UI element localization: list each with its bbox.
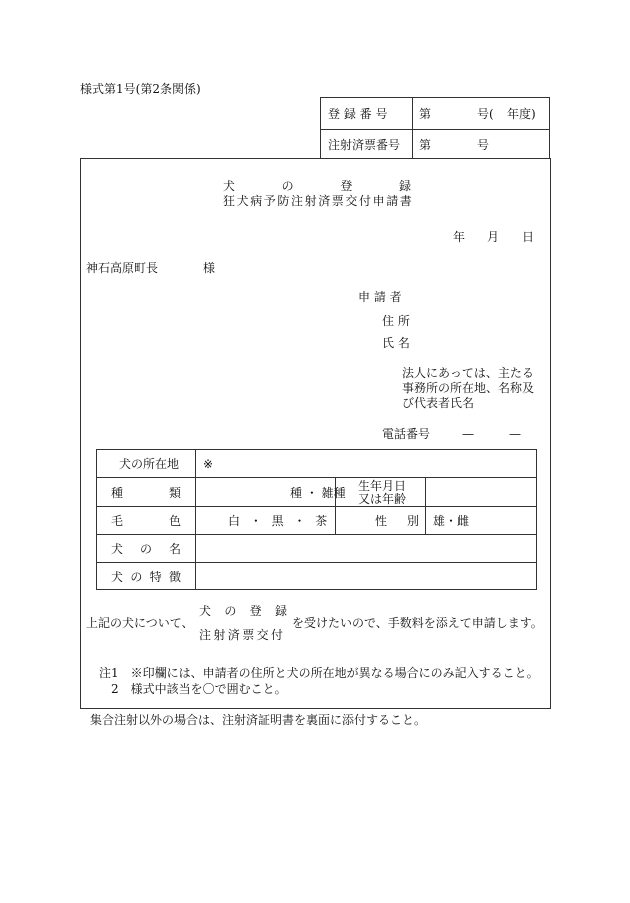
corporation-note — [402, 366, 534, 411]
birth-label: 生年月日 又は年齢 — [357, 479, 406, 506]
title-char: 録 — [398, 179, 411, 193]
date-month-label: 月 — [487, 230, 500, 244]
phone-dash: — — [509, 427, 521, 441]
dog-location-mark: ※ — [203, 457, 214, 471]
corporation-note-line: び代表者氏名 — [402, 396, 475, 410]
dog-info-table — [96, 449, 537, 590]
injection-number-suffix: 号 — [477, 138, 490, 152]
coat-label: 毛 色 — [111, 514, 181, 528]
injection-number-label: 注射済票番号 — [328, 138, 401, 152]
note-1: 注1 ※印欄には、申請者の住所と犬の所在地が異なる場合にのみ記入すること。 — [99, 666, 539, 680]
phone-label: 電話番号 — [382, 427, 431, 441]
title-char: の — [281, 179, 294, 193]
dog-location-label: 犬の所在地 — [119, 457, 180, 471]
form-number: 様式第1号(第2条関係) — [80, 82, 201, 96]
applicant-name-label: 氏 名 — [382, 336, 410, 350]
note-2: 2 様式中該当を〇で囲むこと。 — [99, 682, 287, 696]
footer-note: 集合注射以外の場合は、注射済証明書を裏面に添付すること。 — [90, 713, 427, 727]
registration-number-row — [321, 98, 549, 130]
registration-year-suffix: 年度) — [507, 107, 536, 121]
injection-number-row — [321, 129, 549, 160]
title-char: 犬 — [223, 179, 236, 193]
date-day-label: 日 — [522, 230, 535, 244]
sex-value: 雄・雌 — [433, 514, 470, 528]
registration-number-table — [320, 97, 550, 159]
title-line-2: 狂犬病予防注射済票交付申請書 — [223, 194, 414, 208]
registration-number-suffix: 号( — [477, 107, 494, 121]
breed-value: 種 ・ 雑種 — [290, 486, 346, 500]
request-option-registration: 犬 の 登 録 — [199, 604, 287, 618]
registration-number-prefix: 第 — [419, 107, 432, 121]
phone-dash: — — [462, 427, 474, 441]
breed-label: 種 類 — [111, 486, 181, 500]
addressee-honorific: 様 — [203, 261, 216, 275]
registration-number-label: 登 録 番 号 — [328, 107, 388, 121]
injection-number-prefix: 第 — [419, 138, 432, 152]
request-option-injection: 注射済票交付 — [199, 628, 286, 642]
addressee-name: 神石高原町長 — [86, 261, 159, 275]
request-prefix: 上記の犬について、 — [86, 616, 194, 630]
corporation-note-line: 法人にあっては、主たる — [402, 366, 534, 380]
corporation-note-line: 事務所の所在地、名称及 — [402, 381, 535, 395]
applicant-address-label: 住 所 — [382, 314, 410, 328]
sex-label: 性 別 — [375, 514, 419, 528]
dog-name-label: 犬 の 名 — [111, 542, 181, 556]
dog-features-label: 犬 の 特 徴 — [111, 570, 181, 584]
applicant-heading: 申 請 者 — [358, 290, 402, 304]
coat-value: 白 ・ 黒 ・ 茶 — [228, 514, 331, 528]
title-line-1 — [223, 180, 411, 192]
title-char: 登 — [340, 179, 353, 193]
request-suffix: を受けたいので、手数料を添えて申請します。 — [292, 616, 543, 630]
date-year-label: 年 — [453, 230, 466, 244]
